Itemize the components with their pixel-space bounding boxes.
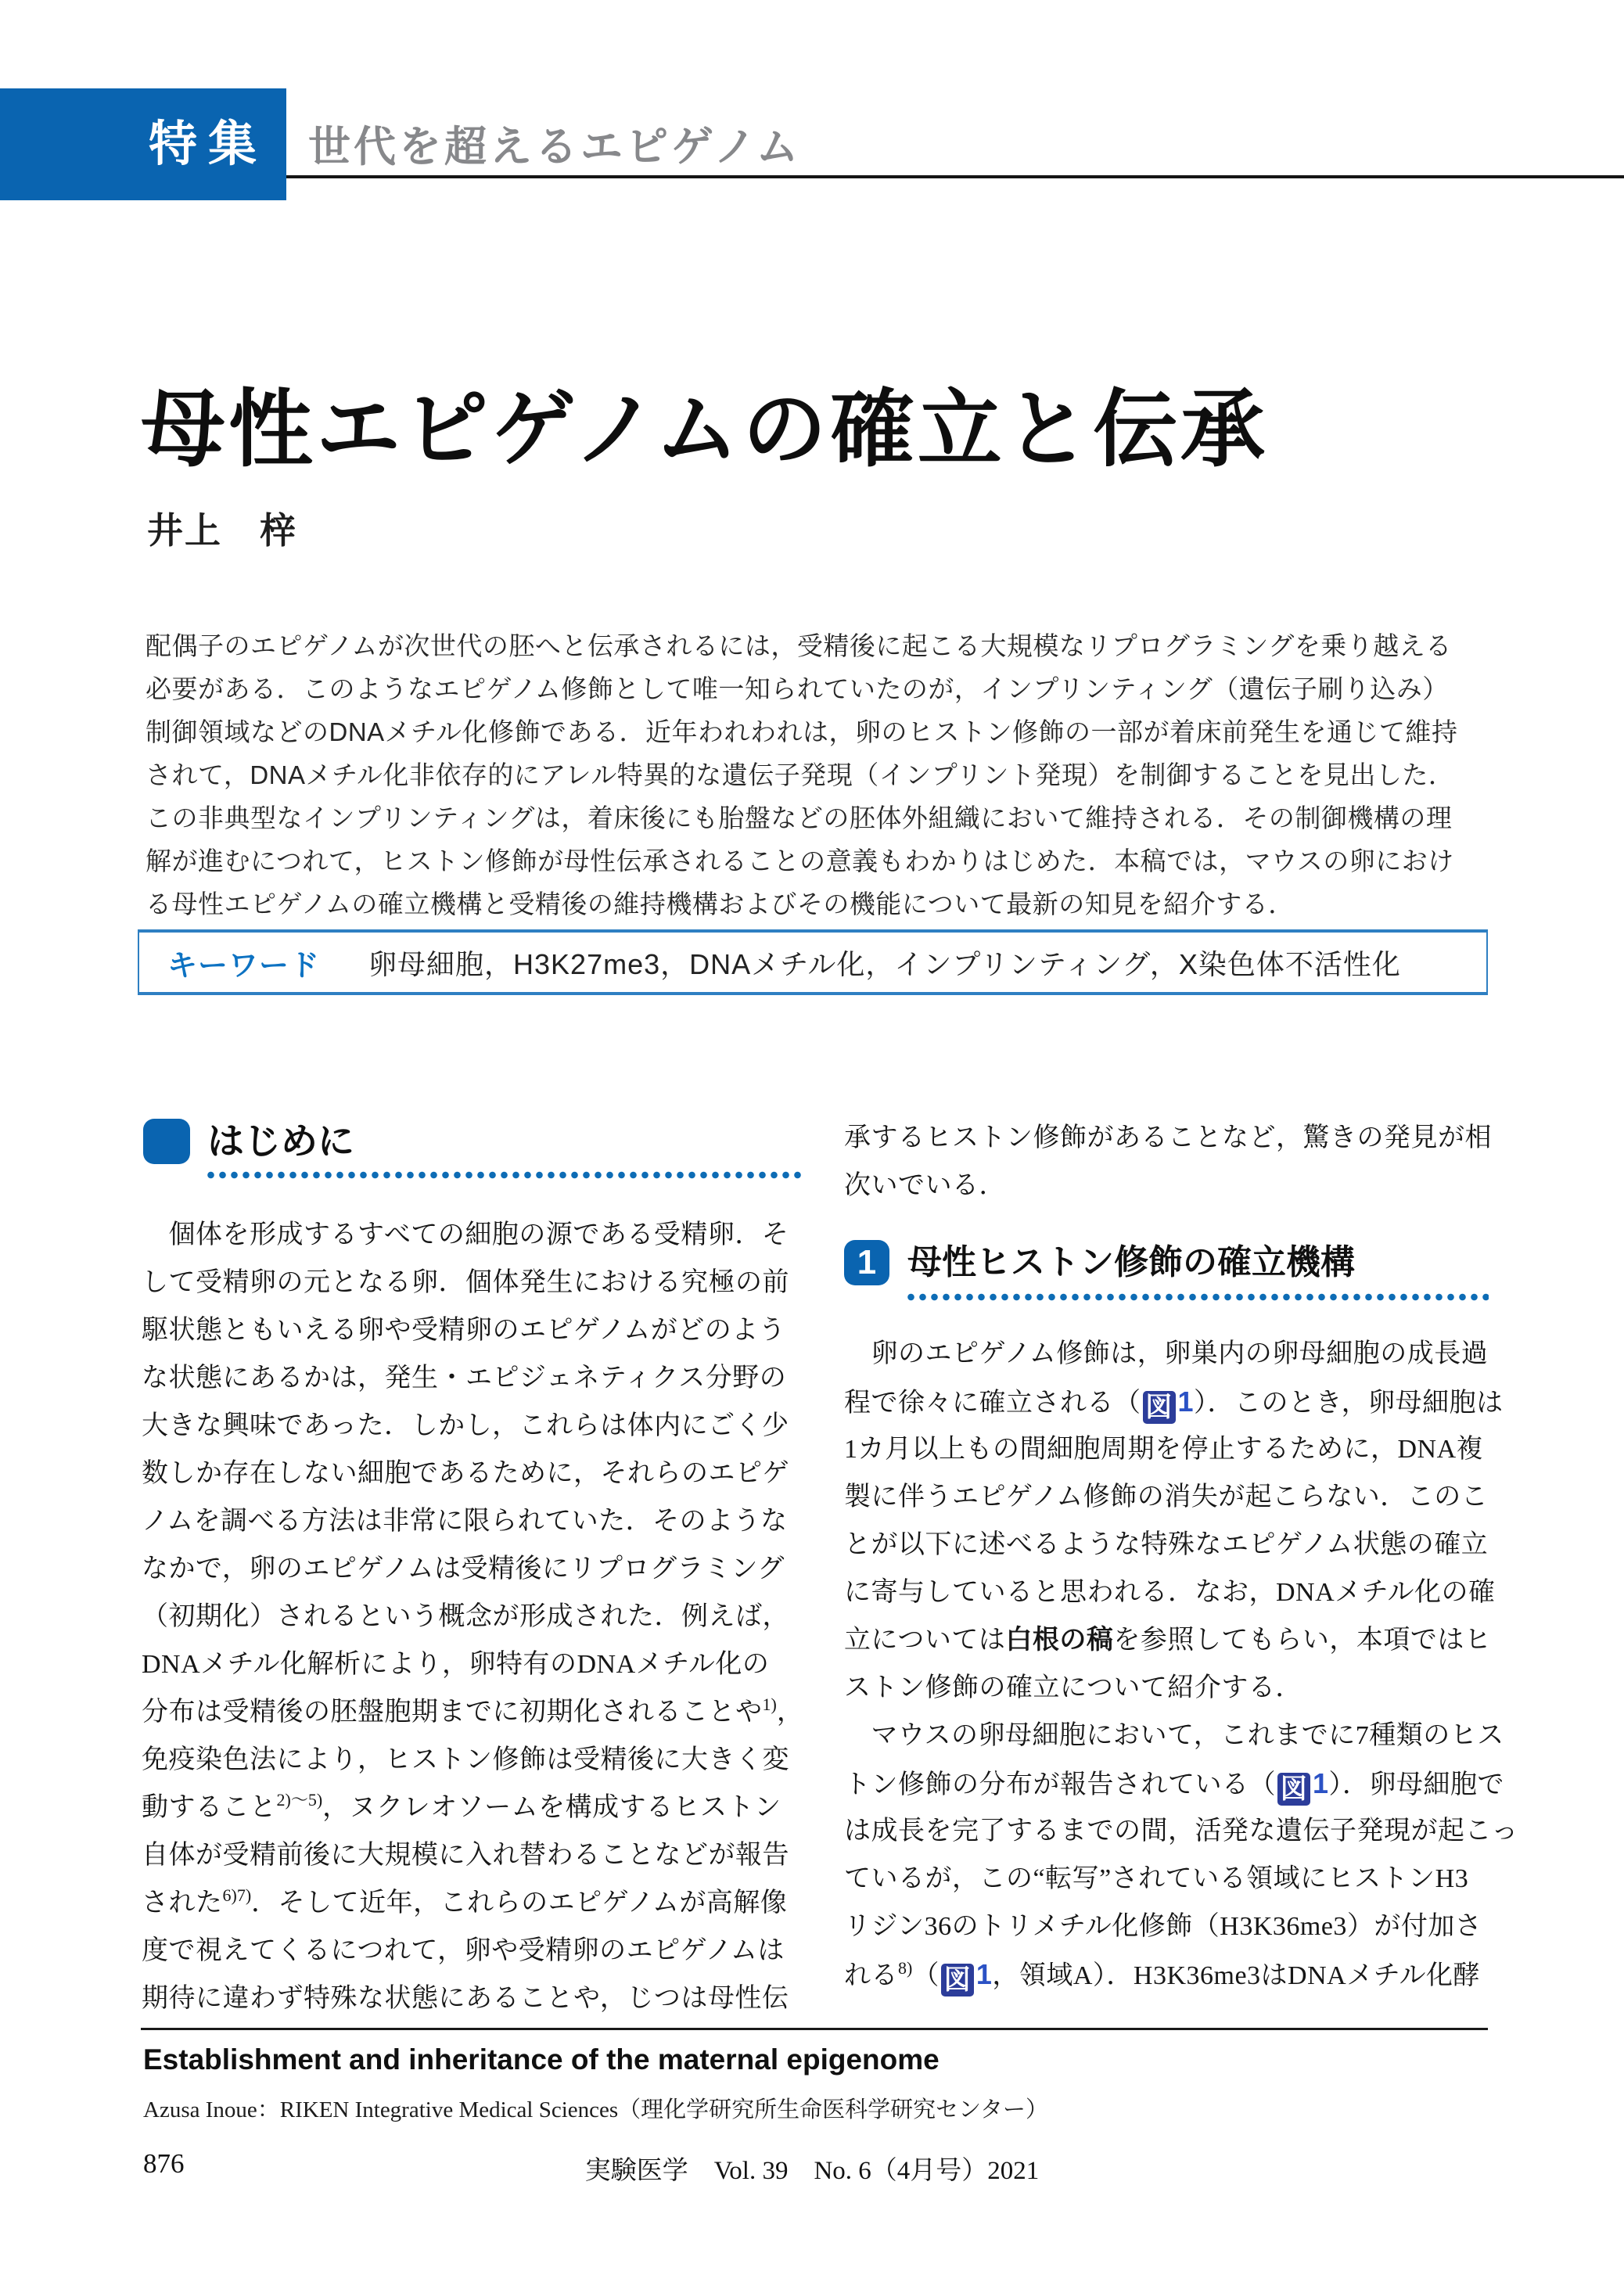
figure-number: 1 bbox=[1177, 1386, 1195, 1418]
text-line: して受精卵の元となる卵．個体発生における究極の前 bbox=[142, 1268, 789, 1297]
author-affiliation: Azusa Inoue：RIKEN Integrative Medical Sciences（理化学研究所生命医科学研究センター） bbox=[143, 2097, 1049, 2122]
section1-dotted-rule bbox=[905, 1292, 1489, 1302]
figure-icon: 図 bbox=[941, 1964, 974, 1996]
article-author: 井上 梓 bbox=[147, 510, 297, 551]
text-line: 解が進むにつれて，ヒストン修飾が母性伝承されることの意義もわかりはじめた．本稿では，マウスの卵におけ bbox=[146, 846, 1454, 875]
intro-dotted-rule bbox=[205, 1170, 801, 1180]
keywords-box bbox=[138, 929, 1488, 995]
text-line: マウスの卵母細胞において，これまでに7種類のヒス bbox=[844, 1721, 1504, 1750]
reference-superscript: 6)7) bbox=[222, 1885, 252, 1905]
section1-heading: 母性ヒストン修飾の確立機構 bbox=[907, 1243, 1355, 1281]
banner-rule bbox=[286, 175, 1624, 178]
text-line: 大きな興味であった．しかし，これらは体内にごく少 bbox=[142, 1411, 789, 1440]
text-line: は成長を完了するまでの間，活発な遺伝子発現が起こっ bbox=[844, 1817, 1518, 1846]
text-line: ノムを調べる方法は非常に限られていた．そのような bbox=[142, 1507, 788, 1536]
text-line: 動すること$^{2)\sim 5)}$，ヌクレオソームを構成するヒストン bbox=[142, 1790, 781, 1822]
text-line: とが以下に述べるような特殊なエピゲノム状態の確立 bbox=[844, 1530, 1489, 1559]
footnote-rule bbox=[141, 2028, 1488, 2030]
figure-icon: 図 bbox=[1143, 1391, 1176, 1424]
intro-section-heading: はじめに bbox=[207, 1120, 354, 1162]
reference-superscript: 8) bbox=[898, 1958, 913, 1978]
figure-number: 1 bbox=[975, 1958, 993, 1990]
text-line: る母性エピゲノムの確立機構と受精後の維持機構およびその機能について最新の知見を紹介する． bbox=[146, 890, 1295, 918]
text-line: トン修飾の分布が報告されている（ 図 1）．卵母細胞で bbox=[844, 1767, 1505, 1804]
figure-icon: 図 bbox=[1277, 1773, 1310, 1806]
text-line: 承するヒストン修飾があることなど，驚きの発見が相 bbox=[844, 1123, 1492, 1152]
keywords-list: 卵母細胞，H3K27me3，DNAメチル化，インプリンティング，X染色体不活性化 bbox=[368, 947, 1401, 980]
left-column-text bbox=[142, 1211, 804, 2022]
figure-number: 1 bbox=[1313, 1767, 1329, 1799]
text-line: 1カ月以上もの間細胞周期を停止するために，DNA複 bbox=[844, 1435, 1484, 1464]
text-line: 製に伴うエピゲノム修飾の消失が起こらない．このこ bbox=[844, 1483, 1489, 1511]
text-line: 駆状態ともいえる卵や受精卵のエピゲノムがどのよう bbox=[142, 1316, 786, 1345]
text-line: 個体を形成するすべての細胞の源である受精卵．そ bbox=[142, 1220, 789, 1249]
text-line: 配偶子のエピゲノムが次世代の胚へと伝承されるには，受精後に起こる大規模なリプログラミングを乗り越える bbox=[146, 631, 1452, 660]
right-column-text-body bbox=[844, 1330, 1518, 1998]
text-line: 必要がある．このようなエピゲノム修飾として唯一知られていたのが，インプリンティング（遺伝子刷り込み） bbox=[146, 674, 1449, 703]
text-line: ストン修飾の確立について紹介する． bbox=[844, 1673, 1302, 1702]
intro-section-marker bbox=[143, 1119, 190, 1164]
text-line: された$^{6)7)}$．そして近年，これらのエピゲノムが高解像 bbox=[142, 1885, 788, 1917]
figure-reference[interactable] bbox=[940, 1958, 993, 1995]
abstract bbox=[146, 624, 1487, 925]
text-line: ているが，この“転写”されている領域にヒストンH3 bbox=[844, 1864, 1469, 1893]
text-line: この非典型なインプリンティングは，着床後にも胎盤などの胚体外組織において維持される．その制御機構の理 bbox=[146, 803, 1453, 832]
keywords-label: キーワード bbox=[167, 949, 321, 983]
series-title: 世代を超えるエピゲノム bbox=[308, 124, 802, 171]
journal-info: 実験医学 Vol. 39 No. 6（4月号）2021 bbox=[584, 2157, 1040, 2185]
bold-inline-text: 白根の稿 bbox=[1005, 1625, 1114, 1655]
article-title: 母性エピゲノムの確立と伝承 bbox=[141, 382, 1268, 476]
text-line: リジン36のトリメチル化修飾（H3K36me3）が付加さ bbox=[844, 1912, 1482, 1941]
figure-reference[interactable] bbox=[1276, 1767, 1329, 1804]
text-line: 立については白根の稿を参照してもらい，本項ではヒ bbox=[844, 1625, 1492, 1655]
special-feature-banner bbox=[0, 88, 286, 200]
page-number: 876 bbox=[143, 2148, 185, 2179]
special-feature-tag: 特集 bbox=[148, 117, 268, 171]
english-title: Establishment and inheritance of the maternal epigenome bbox=[143, 2043, 940, 2076]
text-line: 免疫染色法により，ヒストン修飾は受精後に大きく変 bbox=[142, 1745, 789, 1774]
text-line: 分布は受精後の胚盤胞期までに初期化されることや$^{1)}$， bbox=[142, 1695, 804, 1727]
right-column-text-top bbox=[844, 1114, 1492, 1209]
text-line: （初期化）されるという概念が形成された．例えば， bbox=[142, 1602, 789, 1631]
text-line: 度で視えてくるにつれて，卵や受精卵のエピゲノムは bbox=[142, 1936, 785, 1965]
text-line: 次いでいる． bbox=[844, 1171, 1006, 1200]
text-line: 程で徐々に確立される（ 図 1）．このとき，卵母細胞は bbox=[844, 1386, 1504, 1422]
text-line: 制御領域などのDNAメチル化修飾である．近年われわれは，卵のヒストン修飾の一部が着床前発生を通じて維持 bbox=[146, 717, 1458, 746]
text-line: されて，DNAメチル化非依存的にアレル特異的な遺伝子発現（インプリント発現）を制御することを見出した． bbox=[146, 760, 1455, 789]
text-line: なかで，卵のエピゲノムは受精後にリプログラミング bbox=[142, 1554, 785, 1583]
reference-superscript: 2)～5) bbox=[276, 1790, 323, 1810]
text-line: DNAメチル化解析により，卵特有のDNAメチル化の bbox=[142, 1650, 770, 1679]
text-line: 卵のエピゲノム修飾は，卵巣内の卵母細胞の成長過 bbox=[844, 1339, 1489, 1368]
text-line: な状態にあるかは，発生・エピジェネティクス分野の bbox=[142, 1364, 787, 1393]
reference-superscript: 1) bbox=[762, 1695, 777, 1714]
text-line: 自体が受精前後に大規模に入れ替わることなどが報告 bbox=[142, 1841, 789, 1870]
text-line: に寄与していると思われる．なお，DNAメチル化の確 bbox=[844, 1578, 1496, 1607]
section1-number-badge: 1 bbox=[844, 1240, 889, 1285]
figure-reference[interactable] bbox=[1141, 1386, 1195, 1422]
text-line: 数しか存在しない細胞であるために，それらのエピゲ bbox=[142, 1459, 789, 1488]
text-line: 期待に違わず特殊な状態にあることや，じつは母性伝 bbox=[142, 1984, 789, 2013]
text-line: れる$^{8)}$（ 図 1，領域A）．H3K36me3はDNAメチル化酵 bbox=[844, 1958, 1481, 1995]
